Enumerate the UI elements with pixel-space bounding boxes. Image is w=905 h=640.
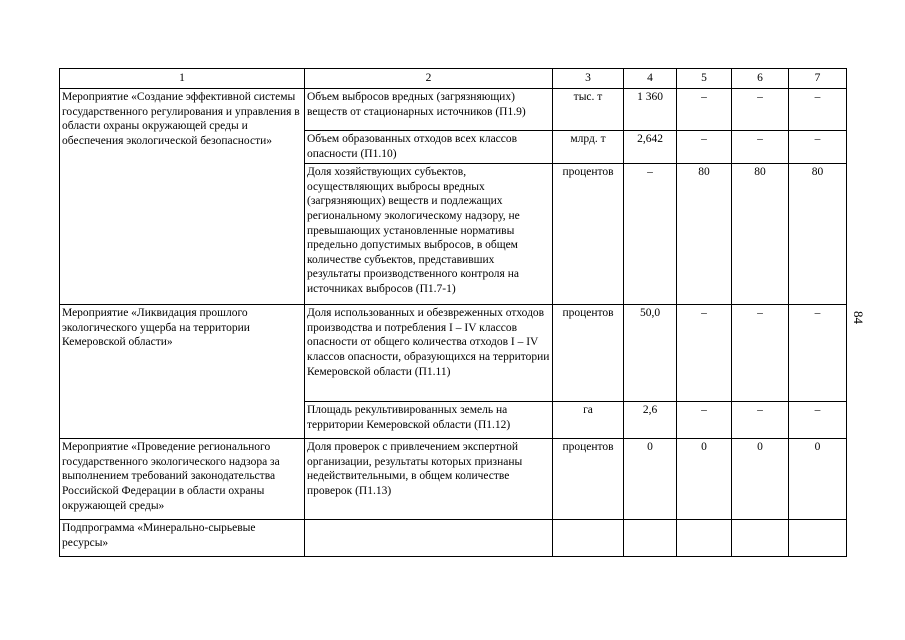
unit-cell: тыс. т	[553, 89, 624, 131]
header-cell: 3	[553, 69, 624, 89]
measure-cell: Мероприятие «Ликвидация прошлого экологического ущерба на территории Кемеровской области»	[60, 305, 305, 439]
value-cell: –	[732, 305, 789, 402]
unit-cell	[553, 520, 624, 557]
indicator-name: Доля использованных и обезвреженных отходов производства и потребления I – IV классов опасности от общего количества отходов I – IV классов опасности, образующихся на территории Кемеровской области (П1.11)	[305, 305, 553, 402]
value-cell: 0	[624, 439, 677, 520]
header-cell: 2	[305, 69, 553, 89]
indicators-table	[59, 68, 847, 557]
measure-cell: Мероприятие «Проведение регионального государственного экологического надзора за выполнением требований законодательства Российской Федерации в области охраны окружающей среды»	[60, 439, 305, 520]
value-cell: 2,6	[624, 402, 677, 439]
value-cell: –	[732, 89, 789, 131]
value-cell: 0	[677, 439, 732, 520]
header-cell: 4	[624, 69, 677, 89]
value-cell	[624, 520, 677, 557]
value-cell	[677, 520, 732, 557]
value-cell: –	[677, 131, 732, 164]
value-cell: 0	[732, 439, 789, 520]
indicator-name: Объем образованных отходов всех классов опасности (П1.10)	[305, 131, 553, 164]
value-cell: –	[789, 131, 847, 164]
table-row	[60, 89, 847, 131]
value-cell: 50,0	[624, 305, 677, 402]
value-cell: –	[677, 402, 732, 439]
value-cell: –	[789, 305, 847, 402]
value-cell: –	[732, 402, 789, 439]
value-cell	[789, 520, 847, 557]
value-cell	[732, 520, 789, 557]
indicator-name: Объем выбросов вредных (загрязняющих) веществ от стационарных источников (П1.9)	[305, 89, 553, 131]
unit-cell: процентов	[553, 305, 624, 402]
value-cell: 80	[789, 164, 847, 305]
header-cell: 5	[677, 69, 732, 89]
value-cell: 80	[732, 164, 789, 305]
value-cell: –	[624, 164, 677, 305]
value-cell: –	[677, 305, 732, 402]
value-cell: 1 360	[624, 89, 677, 131]
unit-cell: млрд. т	[553, 131, 624, 164]
unit-cell: процентов	[553, 164, 624, 305]
header-cell: 7	[789, 69, 847, 89]
value-cell: 2,642	[624, 131, 677, 164]
value-cell: 0	[789, 439, 847, 520]
table-row	[60, 439, 847, 520]
value-cell: 80	[677, 164, 732, 305]
header-cell: 6	[732, 69, 789, 89]
value-cell: –	[677, 89, 732, 131]
table-header-row	[60, 69, 847, 89]
measure-cell: Мероприятие «Создание эффективной системы государственного регулирования и управления в области охраны окружающей среды и обеспечения экологической безопасности»	[60, 89, 305, 305]
value-cell: –	[732, 131, 789, 164]
table-row	[60, 520, 847, 557]
unit-cell: га	[553, 402, 624, 439]
indicator-name: Доля проверок с привлечением экспертной организации, результаты которых признаны недействительными, в общем количестве проверок (П1.13)	[305, 439, 553, 520]
page-number: 84	[851, 311, 866, 324]
indicator-name: Доля хозяйствующих субъектов, осуществляющих выбросы вредных (загрязняющих) веществ и подлежащих региональному экологическому надзору, не превышающих установленные нормативы предельно допустимых выбросов, в общем количестве субъектов, представивших результаты производственного контроля на источниках выбросов (П1.7-1)	[305, 164, 553, 305]
indicator-name	[305, 520, 553, 557]
indicator-name: Площадь рекультивированных земель на территории Кемеровской области (П1.12)	[305, 402, 553, 439]
subprogram-cell: Подпрограмма «Минерально-сырьевые ресурсы»	[60, 520, 305, 557]
unit-cell: процентов	[553, 439, 624, 520]
table-row	[60, 305, 847, 402]
value-cell: –	[789, 89, 847, 131]
header-cell: 1	[60, 69, 305, 89]
value-cell: –	[789, 402, 847, 439]
